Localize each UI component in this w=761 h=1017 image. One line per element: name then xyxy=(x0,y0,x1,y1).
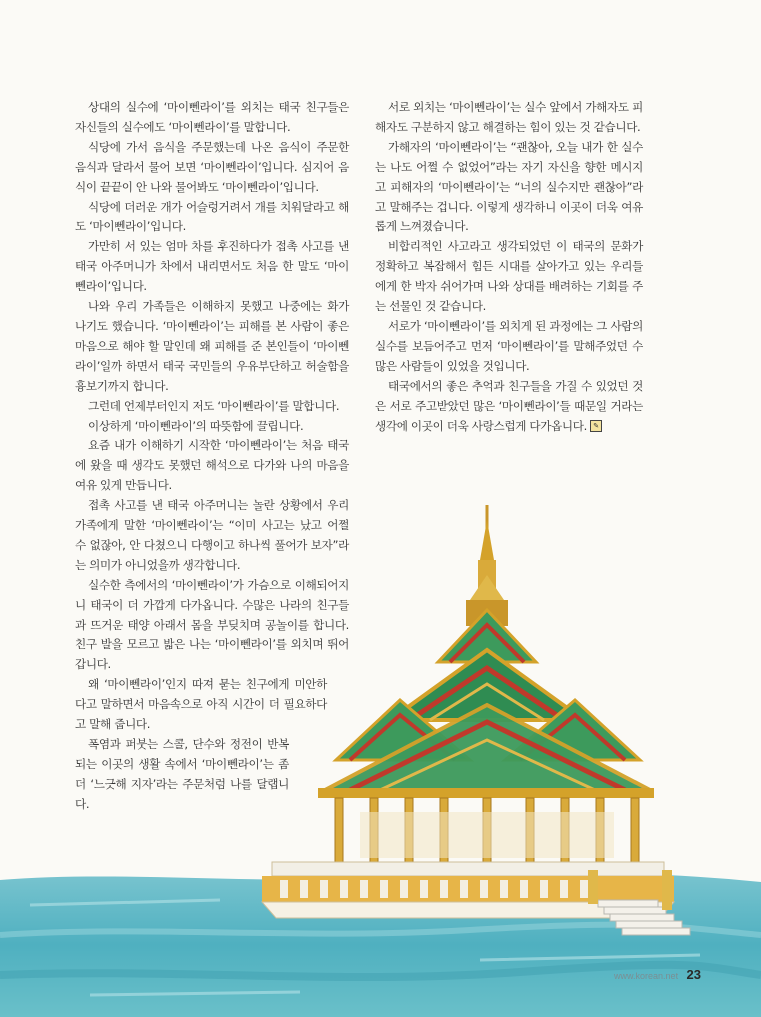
paragraph: 서로가 ‘마이뻰라이’를 외치게 된 과정에는 그 사람의 실수를 보듬어주고 먼저 ‘마이뻰라이’를 말해주었던 수 많은 사람들이 있었을 것입니다. xyxy=(375,318,643,373)
paragraph: 식당에 가서 음식을 주문했는데 나온 음식이 주문한 음식과 달라서 물어 보면 ‘마이뻰라이’입니다. 심지어 음식이 끝끝이 안 나와 물어봐도 ‘마이뻰라이’입니다. xyxy=(75,139,349,194)
paragraph: 나와 우리 가족들은 이해하지 못했고 나중에는 화가 나기도 했습니다. ‘마이뻰라이’는 피해를 본 사람이 좋은 마음으로 해야 할 말인데 왜 피해를 준 본인들이 ‘마이뻰라이’일까 하면서 태국 국민들의 우유부단하고 허술함을 흉보기까지 합니다. xyxy=(75,299,349,393)
article-left-column xyxy=(75,98,349,815)
end-mark-icon: ✎ xyxy=(590,420,602,432)
paragraph: 서로 외치는 ‘마이뻰라이’는 실수 앞에서 가해자도 피해자도 구분하지 않고 해결하는 힘이 있는 것 같습니다. xyxy=(375,100,643,134)
paragraph: 이상하게 ‘마이뻰라이’의 따뜻함에 끌립니다. xyxy=(88,418,304,433)
paragraph: 식당에 더러운 개가 어슬렁거려서 개를 치워달라고 해도 ‘마이뻰라이’입니다. xyxy=(75,199,349,234)
site-url: www.korean.net xyxy=(614,971,679,981)
page-footer xyxy=(614,966,701,984)
paragraph-final xyxy=(375,377,643,437)
paragraph: 상대의 실수에 ‘마이뻰라이’를 외치는 태국 친구들은 자신들의 실수에도 ‘마이뻰라이’를 말합니다. xyxy=(75,100,349,134)
paragraph: 가만히 서 있는 엄마 차를 후진하다가 접촉 사고를 낸 태국 아주머니가 차에서 내리면서도 처음 한 말도 ‘마이뻰라이’입니다. xyxy=(75,239,349,294)
paragraph: 그런데 언제부터인지 저도 ‘마이뻰라이’를 말합니다. xyxy=(88,398,340,413)
paragraph: 폭염과 퍼붓는 스콜, 단수와 정전이 반복되는 이곳의 생활 속에서 ‘마이뻰라이’는 좀 더 ‘느긋해 지자’라는 주문처럼 나를 달랩니다. xyxy=(75,737,289,811)
paragraph: 요즘 내가 이해하기 시작한 ‘마이뻰라이’는 처음 태국에 왔을 때 생각도 못했던 해석으로 다가와 나의 마음을 여유 있게 만듭니다. xyxy=(75,438,349,493)
paragraph-text: 태국에서의 좋은 추억과 친구들을 가질 수 있었던 것은 서로 주고받았던 많은 ‘마이뻰라이’들 때문일 거라는 생각에 이곳이 더욱 사랑스럽게 다가옵니다. xyxy=(375,378,643,433)
paragraph: 비합리적인 사고라고 생각되었던 이 태국의 문화가 정확하고 복잡해서 힘든 시대를 살아가고 있는 우리들에게 한 박자 쉬어가며 나와 상대를 배려하는 기회를 주는 선물인 것 같습니다. xyxy=(375,239,643,314)
paragraph: 접촉 사고를 낸 태국 아주머니는 놀란 상황에서 우리 가족에게 말한 ‘마이뻰라이’는 “이미 사고는 났고 어쩔 수 없잖아, 안 다쳤으니 다행이고 하나씩 풀어가 보자”라는 의미가 아니었을까 생각합니다. xyxy=(75,498,349,572)
paragraph: 실수한 측에서의 ‘마이뻰라이’가 가슴으로 이해되어지니 태국이 더 가깝게 다가옵니다. 수많은 나라의 친구들과 뜨거운 태양 아래서 몸을 부딪치며 공놀이를 합니다. 친구 발을 모르고 밟은 나는 ‘마이뻰라이’를 외치며 뛰어갑니다. xyxy=(75,577,349,672)
page-number: 23 xyxy=(686,967,701,982)
paragraph: 왜 ‘마이뻰라이’인지 따져 묻는 친구에게 미안하다고 말하면서 마음속으로 아직 시간이 더 필요하다고 말해 줍니다. xyxy=(75,677,327,732)
paragraph: 가해자의 ‘마이뻰라이’는 “괜찮아, 오늘 내가 한 실수는 나도 어쩔 수 없었어”라는 자기 자신을 향한 메시지고 피해자의 ‘마이뻰라이’는 “너의 실수지만 괜찮아”라고 말해주는 겁니다. 이렇게 생각하니 이곳이 더욱 여유롭게 느껴졌습니다. xyxy=(375,139,643,234)
article-right-column xyxy=(375,98,643,436)
